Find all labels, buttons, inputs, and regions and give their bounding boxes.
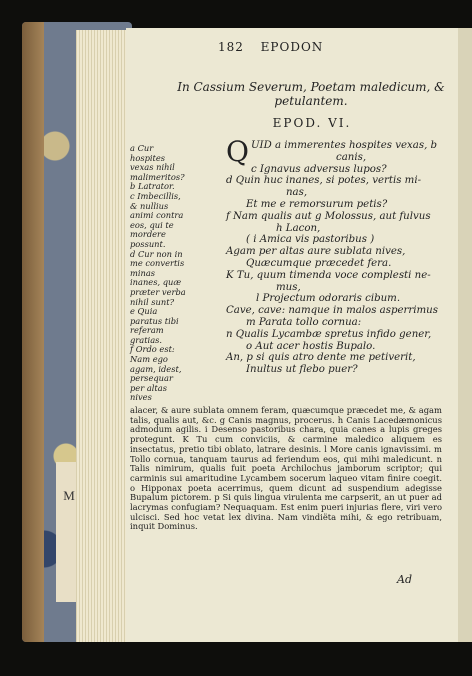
running-head [126, 40, 458, 54]
leather-spine [22, 22, 44, 642]
running-head-text: EPODON [260, 40, 324, 54]
verse-line: nas, [286, 187, 308, 199]
verse-line: ( i Amica vis pastoribus ) [246, 234, 375, 246]
commentary: alacer, & aure sublata omnem feram, quæcumque præcedet me, & agam talis, qualis aut, &c. g Canis magnus, procerus. h Canis Lacedæmonicus admodum agilis. i Desenso pastoribus chara, quia canes a lupis greges protegunt. K Tu cum conviciis, & carmine maledico aliquem es insectatus, pretio tibi oblato, latrare desinis. l More canis ignavissimi. m Tollo cornua, tanquam taurus ad feriendum eos, qui mihi maledicunt. n Talis nimirum, qualis fuit poeta Archilochus jamborum scriptor; qui carminis sui amaritudine Lycambem socerum laqueo vitam finire coegit. o Hipponax poeta acerrimus, quem dicunt ad suspendium adegisse Bupalum pictorem. p Si quis lingua virulenta me carpserit, an ut puer ad lacrymas confugiam? Nequaquam. Est enim pueri injurias flere, viri vero ulcisci. Sed hoc vetat lex divina. Nam vindiëta mihi, & ego retribuam, inquit Dominus. [130, 405, 442, 532]
poem-heading: EPOD. VI. [272, 116, 352, 130]
verse-line: K Tu, quum timenda voce complesti ne- [226, 269, 431, 281]
book-page [126, 28, 458, 642]
verse-block [226, 135, 456, 376]
verse-line: Et me e remorsurum petis? [246, 198, 388, 210]
verse-line: Inultus ut flebo puer? [246, 364, 358, 376]
verse-line: UID a immerentes hospites vexas, b [250, 140, 438, 151]
verse-line: Quæcumque præcedet fera. [246, 257, 392, 269]
spine-label: M [56, 462, 82, 602]
poem-title: In Cassium Severum, Poetam maledicum, & petulantem. [177, 80, 445, 108]
facing-page-edge [458, 28, 472, 642]
verse-line: m Parata tollo cornua: [246, 316, 362, 328]
verse-line: c Ignavus adversus lupos? [250, 163, 387, 175]
verse-line: f Nam qualis aut g Molossus, aut fulvus [226, 210, 431, 222]
catchword: Ad [397, 573, 412, 586]
drop-cap: Q [226, 135, 249, 168]
verse-line: An, p si quis atro dente me petiverit, [226, 352, 416, 364]
side-notes: a Cur hospites vexas nihil malimeritos? b Latrator. c Imbecillis, & nullius animi contra eos, qui te mordere possunt. d Cur non in me convertis minas inanes, quæ præter verba nihil sunt? e Quia paratus tibi referam gratias. f Ordo est: Nam ego agam, idest, persequar per altas nives [130, 143, 186, 403]
verse-line: mus, [276, 281, 301, 293]
verse-line: h Lacon, [276, 222, 321, 234]
verse-line: n Qualis Lycambæ spretus infido gener, [226, 328, 432, 340]
verse-line: canis, [336, 151, 367, 163]
page-edges [76, 30, 128, 642]
verse-line: l Projectum odoraris cibum. [256, 293, 401, 305]
verse-line: d Quin huc inanes, si potes, vertis mi- [226, 175, 422, 187]
page-number: 182 [218, 40, 244, 54]
verse-line: Cave, cave: namque in malos asperrimus [226, 305, 438, 317]
verse-line: Agam per altas aure sublata nives, [226, 246, 406, 258]
verse-line: o Aut acer hostis Bupalo. [246, 340, 376, 352]
